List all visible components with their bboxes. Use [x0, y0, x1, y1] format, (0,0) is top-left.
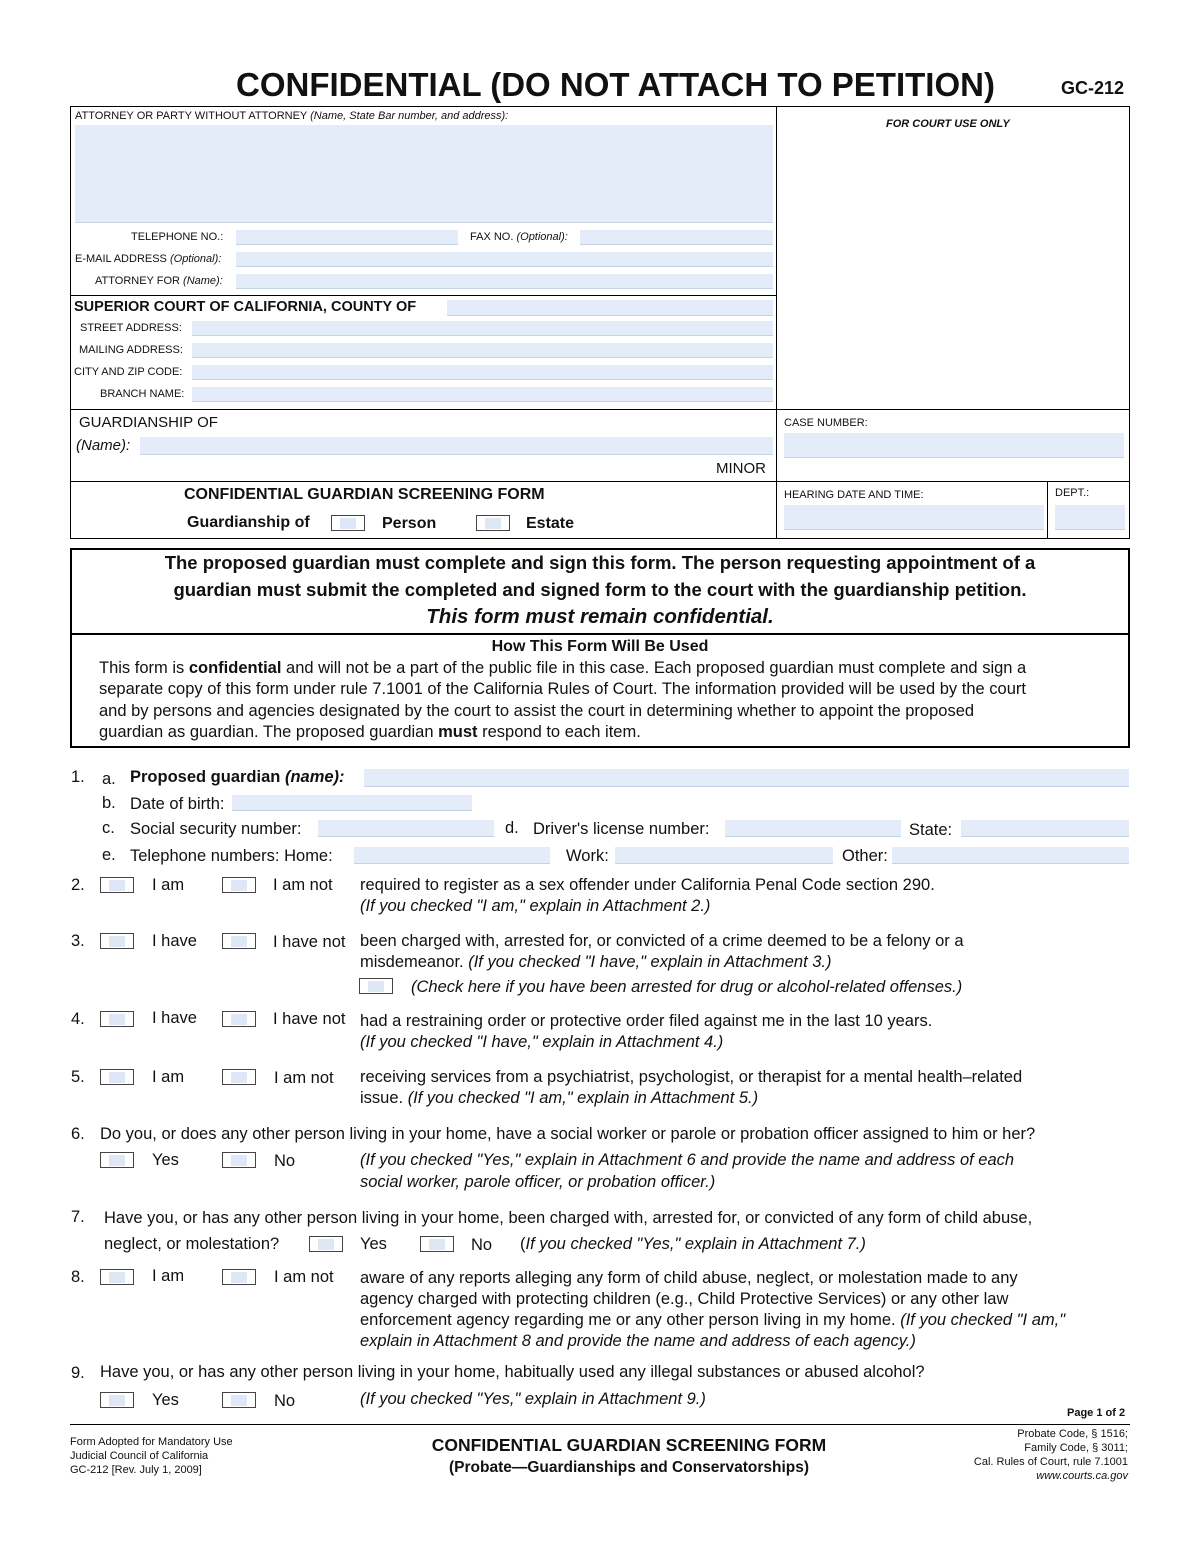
item8-i-am-label: I am	[152, 1267, 185, 1285]
how-used-l1a: This form is	[99, 659, 189, 677]
how-used-line-2: separate copy of this form under rule 7.1001 of the California Rules of Court. The information provided will be used by the court	[99, 680, 1026, 698]
notice-line-2: guardian must submit the completed and signed form to the court with the guardianship petition.	[173, 579, 1027, 600]
item1b-letter: b.	[102, 794, 116, 812]
ssn-field[interactable]	[318, 820, 494, 837]
item3-drug-alcohol-checkbox[interactable]	[359, 978, 393, 994]
item9-no-checkbox[interactable]	[222, 1392, 256, 1408]
item2-i-am-not-label: I am not	[273, 876, 333, 894]
street-address-field[interactable]	[192, 321, 773, 336]
form-title: CONFIDENTIAL GUARDIAN SCREENING FORM	[184, 486, 545, 503]
attorney-label-text: ATTORNEY OR PARTY WITHOUT ATTORNEY	[75, 110, 308, 122]
item1a-label	[130, 767, 345, 787]
attorney-label-note: (Name, State Bar number, and address):	[310, 110, 509, 122]
item8-i-am-checkbox[interactable]	[100, 1269, 134, 1285]
ssn-label: Social security number:	[130, 820, 302, 838]
item9-question: Have you, or has any other person living in your home, habitually used any illegal substances or abused alcohol?	[100, 1363, 925, 1381]
street-address-label: STREET ADDRESS:	[80, 322, 182, 334]
county-field[interactable]	[447, 300, 773, 316]
dept-field[interactable]	[1055, 505, 1125, 530]
item2-i-am-checkbox[interactable]	[100, 877, 134, 893]
item5-number: 5.	[71, 1068, 85, 1086]
item3-i-have-label: I have	[152, 932, 197, 950]
telephone-field[interactable]	[236, 230, 458, 245]
item6-no-label: No	[274, 1152, 296, 1170]
item8-text-3	[360, 1310, 1065, 1330]
dob-field[interactable]	[232, 795, 472, 811]
item6-note-2: social worker, parole officer, or probation officer.)	[360, 1173, 716, 1191]
item7-question-2: neglect, or molestation?	[104, 1235, 280, 1253]
how-used-l4b: must	[438, 723, 478, 741]
drivers-license-field[interactable]	[725, 820, 901, 837]
home-phone-field[interactable]	[354, 847, 550, 864]
estate-label: Estate	[526, 515, 575, 532]
mailing-address-field[interactable]	[192, 343, 773, 358]
guardianship-title: GUARDIANSHIP OF	[79, 414, 218, 431]
fax-label-note: (Optional):	[516, 231, 568, 243]
fax-field[interactable]	[580, 230, 773, 245]
item7-no-checkbox[interactable]	[420, 1236, 454, 1252]
telephone-label: TELEPHONE NO.:	[131, 231, 224, 243]
item3-number: 3.	[71, 932, 85, 950]
how-used-l1c: and will not be a part of the public file in this case. Each proposed guardian must complete and sign a	[281, 659, 1027, 677]
attorney-for-label-note: (Name):	[183, 275, 223, 287]
page-title: CONFIDENTIAL (DO NOT ATTACH TO PETITION)	[236, 66, 995, 103]
item1c-letter: c.	[102, 819, 115, 837]
item7-no-label: No	[471, 1236, 493, 1254]
item7-note-text: If you checked "Yes," explain in Attachment 7.)	[525, 1235, 866, 1253]
item8-text-3a: enforcement agency regarding me or any other person living in my home.	[360, 1311, 901, 1329]
state-label: State:	[909, 821, 953, 839]
city-zip-label: CITY AND ZIP CODE:	[74, 366, 183, 378]
item3-text-2a: misdemeanor.	[360, 953, 469, 971]
item5-text-2	[360, 1088, 758, 1108]
how-used-l4a: guardian as guardian. The proposed guardian	[99, 723, 439, 741]
guardianship-of-label: Guardianship of	[187, 514, 310, 531]
item5-i-am-label: I am	[152, 1068, 185, 1086]
item5-i-am-not-label: I am not	[274, 1069, 334, 1087]
ward-name-field[interactable]	[140, 437, 773, 455]
item4-i-have-not-label: I have not	[273, 1010, 346, 1028]
attorney-for-label-text: ATTORNEY FOR	[95, 275, 180, 287]
footer-right-2: Family Code, § 3011;	[1024, 1442, 1128, 1454]
item3-i-have-not-label: I have not	[273, 933, 346, 951]
item8-text-2: agency charged with protecting children (e.g., Child Protective Services) or any other law	[360, 1290, 1009, 1308]
court-title: SUPERIOR COURT OF CALIFORNIA, COUNTY OF	[74, 299, 417, 315]
footer-website-link[interactable]: www.courts.ca.gov	[1036, 1470, 1128, 1482]
branch-name-field[interactable]	[192, 387, 773, 402]
branch-name-label: BRANCH NAME:	[100, 388, 185, 400]
footer-right-3: Cal. Rules of Court, rule 7.1001	[973, 1456, 1128, 1468]
fax-label	[470, 231, 568, 243]
work-phone-field[interactable]	[615, 847, 833, 864]
item9-no-label: No	[274, 1392, 296, 1410]
item3-note: (If you checked "I have," explain in Attachment 3.)	[468, 953, 832, 971]
item1d-letter: d.	[505, 819, 519, 837]
footer-left-2: Judicial Council of California	[70, 1450, 209, 1462]
item8-i-am-not-checkbox[interactable]	[222, 1269, 256, 1285]
estate-checkbox[interactable]	[476, 515, 510, 531]
item9-yes-checkbox[interactable]	[100, 1392, 134, 1408]
footer-right-1: Probate Code, § 1516;	[1017, 1428, 1128, 1440]
item3-text-2	[360, 952, 832, 972]
item7-yes-label: Yes	[360, 1235, 387, 1253]
email-label-note: (Optional):	[169, 253, 222, 265]
item1a-letter: a.	[102, 770, 116, 788]
item6-yes-checkbox[interactable]	[100, 1152, 134, 1168]
item4-number: 4.	[71, 1010, 85, 1028]
email-field[interactable]	[236, 252, 773, 267]
attorney-for-label	[95, 275, 223, 287]
item3-text-1: been charged with, arrested for, or convicted of a crime deemed to be a felony or a	[360, 932, 964, 950]
other-phone-field[interactable]	[892, 847, 1129, 864]
item3-i-have-not-checkbox[interactable]	[222, 933, 256, 949]
page-number: Page 1 of 2	[1067, 1407, 1126, 1419]
item2-note: (If you checked "I am," explain in Attachment 2.)	[360, 897, 711, 915]
city-zip-field[interactable]	[192, 365, 773, 380]
footer-subtitle: (Probate—Guardianships and Conservatorships)	[448, 1459, 809, 1476]
item8-number: 8.	[71, 1268, 85, 1286]
ward-name-label: (Name):	[76, 437, 131, 454]
proposed-guardian-note: (name):	[284, 768, 345, 786]
attorney-label	[75, 110, 508, 122]
item6-question: Do you, or does any other person living in your home, have a social worker or parole or probation officer assigned to him or her?	[100, 1125, 1036, 1143]
home-phone-label: Telephone numbers: Home:	[130, 847, 333, 865]
drivers-license-label: Driver's license number:	[533, 820, 710, 838]
court-use-label: FOR COURT USE ONLY	[886, 118, 1010, 130]
mailing-address-label: MAILING ADDRESS:	[79, 344, 183, 356]
item7-yes-checkbox[interactable]	[309, 1236, 343, 1252]
item9-number: 9.	[71, 1364, 85, 1382]
attorney-name-address-field[interactable]	[75, 125, 773, 223]
item5-note: (If you checked "I am," explain in Attachment 5.)	[407, 1089, 759, 1107]
case-number-field[interactable]	[784, 433, 1124, 458]
dept-label: DEPT.:	[1055, 487, 1090, 499]
dob-label: Date of birth:	[130, 795, 225, 813]
form-number: GC-212	[1061, 78, 1125, 98]
item5-text-2a: issue.	[360, 1089, 408, 1107]
person-checkbox[interactable]	[331, 515, 365, 531]
item1-number: 1.	[71, 768, 85, 786]
proposed-guardian-name-field[interactable]	[364, 769, 1129, 787]
item5-text-1: receiving services from a psychiatrist, psychologist, or therapist for a mental health–related	[360, 1068, 1023, 1086]
email-label-text: E-MAIL ADDRESS	[75, 253, 167, 265]
notice-line-1: The proposed guardian must complete and sign this form. The person requesting appointment of a	[164, 552, 1036, 573]
hearing-date-field[interactable]	[784, 505, 1044, 530]
item9-yes-label: Yes	[152, 1391, 179, 1409]
item8-note-2: explain in Attachment 8 and provide the name and address of each agency.)	[360, 1332, 916, 1350]
how-used-line-4	[99, 722, 641, 742]
email-label	[75, 253, 221, 265]
how-used-line-3: and by persons and agencies designated by the court to assist the court in determining whether to appoint the proposed	[99, 702, 975, 720]
footer-title: CONFIDENTIAL GUARDIAN SCREENING FORM	[431, 1435, 827, 1455]
item2-number: 2.	[71, 876, 85, 894]
hearing-date-label: HEARING DATE AND TIME:	[784, 489, 924, 501]
item5-i-am-not-checkbox[interactable]	[222, 1069, 256, 1085]
state-field[interactable]	[961, 820, 1129, 837]
item4-note: (If you checked "I have," explain in Attachment 4.)	[360, 1033, 724, 1051]
case-number-label: CASE NUMBER:	[784, 417, 868, 429]
item4-i-have-checkbox[interactable]	[100, 1011, 134, 1027]
notice-line-3: This form must remain confidential.	[426, 605, 774, 628]
how-used-title: How This Form Will Be Used	[491, 638, 709, 655]
item8-i-am-not-label: I am not	[274, 1268, 334, 1286]
item4-i-have-label: I have	[152, 1009, 197, 1027]
item7-note	[520, 1234, 866, 1254]
item8-text-1: aware of any reports alleging any form of child abuse, neglect, or molestation made to any	[360, 1269, 1018, 1287]
item8-note-1: (If you checked "I am,"	[900, 1311, 1066, 1329]
fax-label-text: FAX NO.	[470, 231, 514, 243]
item4-text: had a restraining order or protective order filed against me in the last 10 years.	[360, 1012, 933, 1030]
minor-label: MINOR	[716, 460, 766, 477]
item6-note-1: (If you checked "Yes," explain in Attachment 6 and provide the name and address of each	[360, 1151, 1015, 1169]
item6-yes-label: Yes	[152, 1151, 179, 1169]
item1e-letter: e.	[102, 846, 116, 864]
person-label: Person	[382, 515, 437, 532]
item5-i-am-checkbox[interactable]	[100, 1069, 134, 1085]
proposed-guardian-label: Proposed guardian	[130, 768, 281, 786]
item2-i-am-label: I am	[152, 876, 185, 894]
item7-paren: (	[520, 1235, 526, 1253]
other-phone-label: Other:	[842, 847, 888, 865]
how-used-l1b: confidential	[188, 659, 282, 677]
item9-note: (If you checked "Yes," explain in Attachment 9.)	[360, 1390, 706, 1408]
item3-i-have-checkbox[interactable]	[100, 933, 134, 949]
item6-no-checkbox[interactable]	[222, 1152, 256, 1168]
item7-number: 7.	[71, 1208, 85, 1226]
item7-question-1: Have you, or has any other person living in your home, been charged with, arrested for, or convicted of any form of child abuse,	[104, 1209, 1033, 1227]
item2-i-am-not-checkbox[interactable]	[222, 877, 256, 893]
item4-i-have-not-checkbox[interactable]	[222, 1011, 256, 1027]
item2-text: required to register as a sex offender under California Penal Code section 290.	[360, 876, 935, 894]
item6-number: 6.	[71, 1125, 85, 1143]
attorney-for-field[interactable]	[236, 274, 773, 289]
how-used-l4c: respond to each item.	[477, 723, 641, 741]
footer-left-1: Form Adopted for Mandatory Use	[70, 1436, 233, 1448]
work-phone-label: Work:	[566, 847, 609, 865]
how-used-line-1	[99, 658, 1026, 678]
item3-check-note: (Check here if you have been arrested for drug or alcohol-related offenses.)	[411, 978, 963, 996]
footer-left-3: GC-212 [Rev. July 1, 2009]	[70, 1464, 202, 1476]
